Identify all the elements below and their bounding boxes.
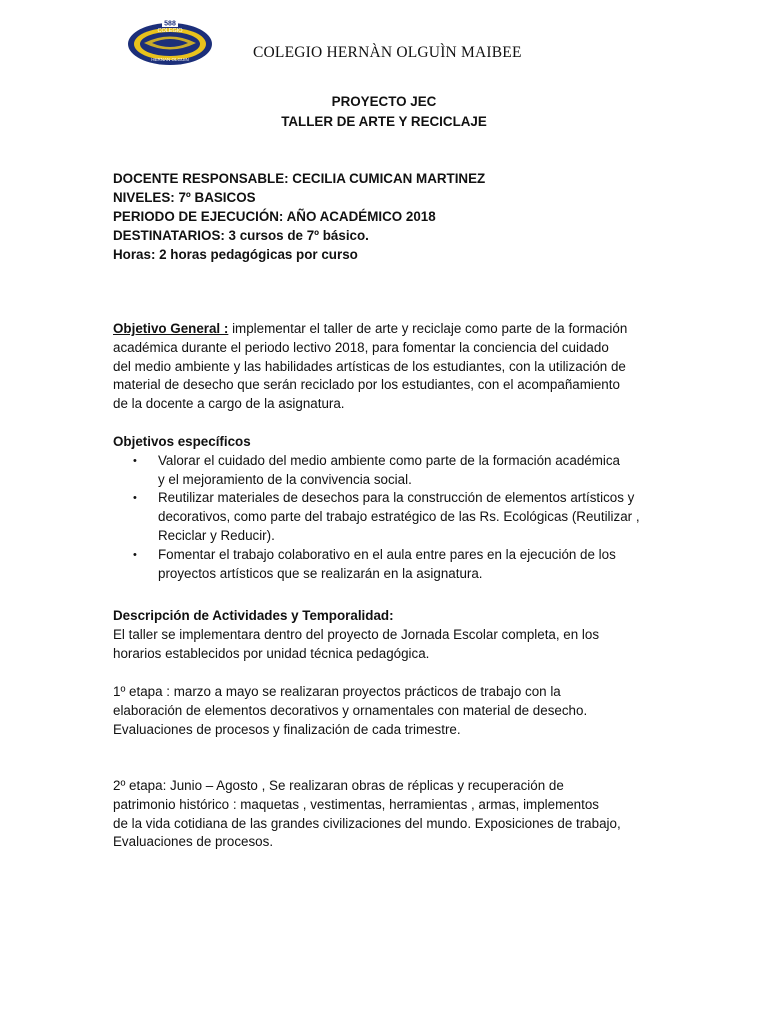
list-item: [113, 452, 661, 490]
etapa1-line: 1º etapa : marzo a mayo se realizaran proyectos prácticos de trabajo con la: [113, 684, 561, 699]
objetivo-general-line: académica durante el periodo lectivo 2018, para fomentar la conciencia del cuidado: [113, 339, 609, 355]
school-seal-icon: [126, 16, 214, 70]
list-item-line: Reciclar y Reducir).: [158, 527, 275, 543]
document-titles: [0, 93, 768, 133]
school-logo: [126, 16, 214, 70]
objetivo-general-line: del medio ambiente y las habilidades artísticas de los estudiantes, con la utilización de: [113, 358, 626, 374]
etapa2-line: 2º etapa: Junio – Agosto , Se realizaran obras de réplicas y recuperación de: [113, 778, 564, 793]
list-item-line: y el mejoramiento de la convivencia social.: [158, 471, 412, 487]
etapa1-line: elaboración de elementos decorativos y ornamentales con material de desecho.: [113, 702, 588, 718]
objetivos-list: [113, 452, 661, 584]
list-item-line: decorativos, como parte del trabajo estratégico de las Rs. Ecológicas (Reutilizar ,: [158, 509, 640, 525]
list-item-line: Fomentar el trabajo colaborativo en el aula entre pares en la ejecución de los: [158, 546, 616, 562]
objetivo-general-label: Objetivo General :: [113, 321, 229, 336]
school-name: COLEGIO HERNÀN OLGUÌN MAIBEE: [253, 44, 522, 61]
list-item-line: Valorar el cuidado del medio ambiente como parte de la formación académica: [158, 452, 620, 468]
objetivo-general-line: implementar el taller de arte y reciclaje como parte de la formación: [228, 321, 628, 336]
list-item: [113, 489, 661, 545]
descripcion-line: horarios establecidos por unidad técnica pedagógica.: [113, 645, 430, 661]
objetivo-general-section: [113, 320, 661, 414]
descripcion-line: El taller se implementara dentro del proyecto de Jornada Escolar completa, en los: [113, 626, 600, 642]
descripcion-label: Descripción de Actividades y Temporalidad:: [113, 608, 394, 623]
objetivo-general-line: de la docente a cargo de la asignatura.: [113, 396, 345, 412]
project-info: [113, 170, 485, 265]
etapa2-section: [113, 777, 661, 852]
etapa1-line: Evaluaciones de procesos y finalización de cada trimestre.: [113, 721, 461, 737]
workshop-title: TALLER DE ARTE Y RECICLAJE: [281, 114, 487, 129]
etapa1-section: [113, 683, 661, 739]
bullet-icon: •: [133, 548, 137, 561]
bullet-icon: •: [133, 454, 137, 467]
list-item-line: proyectos artísticos que se realizarán en la asignatura.: [158, 565, 483, 581]
info-destinatarios: DESTINATARIOS: 3 cursos de 7º básico.: [113, 228, 369, 243]
list-item: [113, 546, 661, 584]
logo-number: 588: [164, 20, 176, 28]
descripcion-section: [113, 607, 661, 663]
objetivo-general-line: material de desecho que serán reciclado por los estudiantes, con el acompañamiento: [113, 377, 620, 393]
etapa2-line: de la vida cotidiana de las grandes civilizaciones del mundo. Exposiciones de trabajo,: [113, 815, 621, 831]
etapa2-line: patrimonio histórico : maquetas , vestimentas, herramientas , armas, implementos: [113, 796, 599, 812]
info-niveles: NIVELES: 7º BASICOS: [113, 190, 256, 205]
info-docente: DOCENTE RESPONSABLE: CECILIA CUMICAN MARTINEZ: [113, 171, 486, 186]
objetivos-especificos-label: Objetivos específicos: [113, 434, 251, 449]
project-title: PROYECTO JEC: [331, 94, 437, 109]
etapa2-line: Evaluaciones de procesos.: [113, 834, 274, 850]
logo-ring-bottom-text: HERNAN OLGUIN: [151, 57, 189, 62]
list-item-line: Reutilizar materiales de desechos para la construcción de elementos artísticos y: [158, 490, 635, 506]
info-horas: Horas: 2 horas pedagógicas por curso: [113, 247, 358, 262]
objetivos-especificos-section: [113, 433, 661, 583]
logo-ring-top-text: COLEGIO: [157, 28, 183, 34]
info-periodo: PERIODO DE EJECUCIÓN: AÑO ACADÉMICO 2018: [113, 209, 436, 224]
bullet-icon: •: [133, 492, 137, 505]
